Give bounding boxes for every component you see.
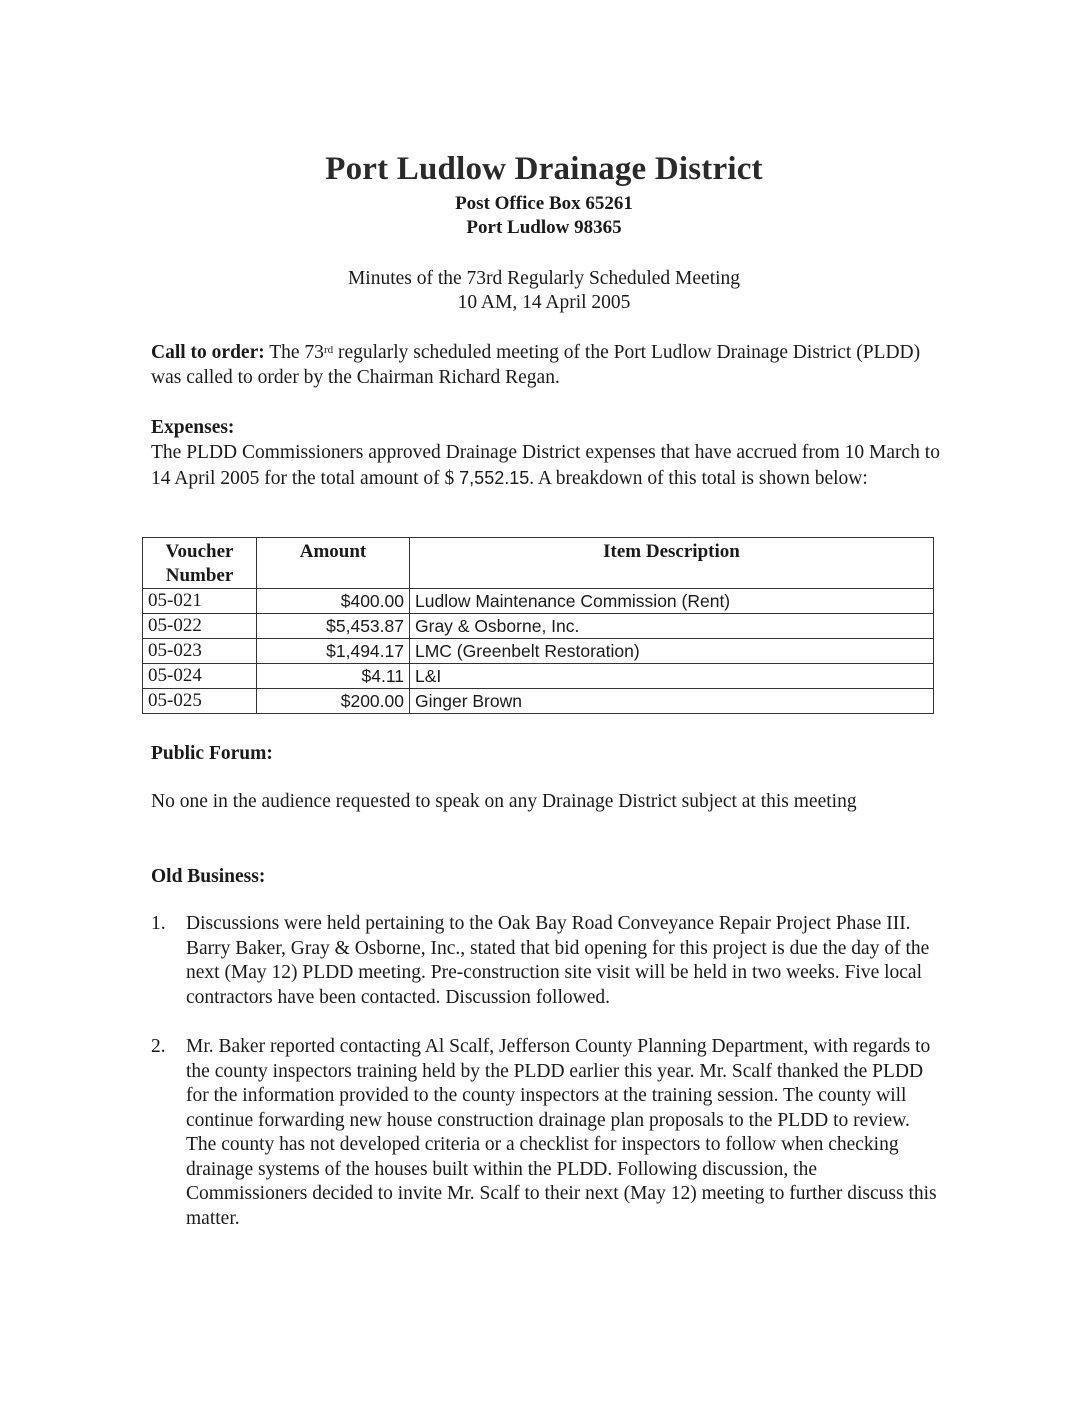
minutes-title: Minutes of the 73rd Regularly Scheduled Meeting [347,268,741,289]
item-text: Discussions were held pertaining to the Oak Bay Road Conveyance Repair Project Phase III. Barry Baker, Gray & Osborne, Inc., stated that bid opening for this project is due the day of the next (May 12) PLDD meeting. Pre-construction site visit will be held in two weeks. Five local contractors have been contacted. Discussion followed. [186,913,930,1008]
item-description: LMC (Greenbelt Restoration) [410,639,934,664]
address-po-box: Post Office Box 65261 [455,193,633,214]
amount: $400.00 [257,589,410,614]
voucher-number: 05-023 [143,639,257,664]
organization-title: Port Ludlow Drainage District [325,151,763,187]
amount: $1,494.17 [257,639,410,664]
public-forum-heading: Public Forum: [151,743,273,764]
call-to-order-text-b: regularly scheduled meeting of the Port Ludlow Drainage District (PLDD) was called to order by the Chairman Richard Regan. [151,342,921,388]
amount: $200.00 [257,689,410,714]
expenses-total-amount: 7,552.15 [459,467,530,488]
public-forum-text: No one in the audience requested to speak on any Drainage District subject at this meeting [151,791,857,812]
item-description: L&I [410,664,934,689]
call-to-order-paragraph [151,341,941,390]
old-business-item [151,1035,941,1231]
call-to-order-text-a: The 73 [264,342,324,363]
ordinal-suffix: rd [323,344,334,356]
amount: $4.11 [257,664,410,689]
table-row [143,614,934,639]
address-city: Port Ludlow 98365 [466,217,622,238]
old-business-item [151,912,941,1010]
table-row [143,689,934,714]
voucher-number: 05-024 [143,664,257,689]
expenses-heading: Expenses: [151,417,235,438]
column-header-description: Item Description [410,538,934,589]
voucher-number: 05-022 [143,614,257,639]
item-description: Ginger Brown [410,689,934,714]
item-description: Gray & Osborne, Inc. [410,614,934,639]
voucher-number: 05-025 [143,689,257,714]
table-header-row [143,538,934,589]
expenses-text-b: . A breakdown of this total is shown below: [529,467,868,489]
expenses-table [142,537,934,714]
item-text: Mr. Baker reported contacting Al Scalf, Jefferson County Planning Department, with regards to the county inspectors training held by the PLDD earlier this year. Mr. Scalf thanked the PLDD for the information provided to the county inspectors at the training session. The county will continue forwarding new house construction drainage plan proposals to the PLDD to review. The county has not developed criteria or a checklist for inspectors to follow when checking drainage systems of the houses built within the PLDD. Following discussion, the Commissioners decided to invite Mr. Scalf to their next (May 12) meeting to further discuss this matter. [186,1036,937,1229]
call-to-order-label: Call to order: [151,342,265,363]
item-number: 1. [151,913,166,934]
amount: $5,453.87 [257,614,410,639]
meeting-datetime: 10 AM, 14 April 2005 [457,292,631,313]
expenses-paragraph [151,441,941,491]
item-description: Ludlow Maintenance Commission (Rent) [410,589,934,614]
column-header-voucher: Voucher Number [143,538,257,589]
column-header-amount: Amount [257,538,410,589]
old-business-heading: Old Business: [151,866,266,887]
table-row [143,664,934,689]
item-number: 2. [151,1036,166,1057]
voucher-number: 05-021 [143,589,257,614]
expenses-text-a: The PLDD Commissioners approved Drainage District expenses that have accrued from 10 March to 14 April 2005 for the total amount of $ [151,442,940,489]
table-row [143,639,934,664]
table-row [143,589,934,614]
